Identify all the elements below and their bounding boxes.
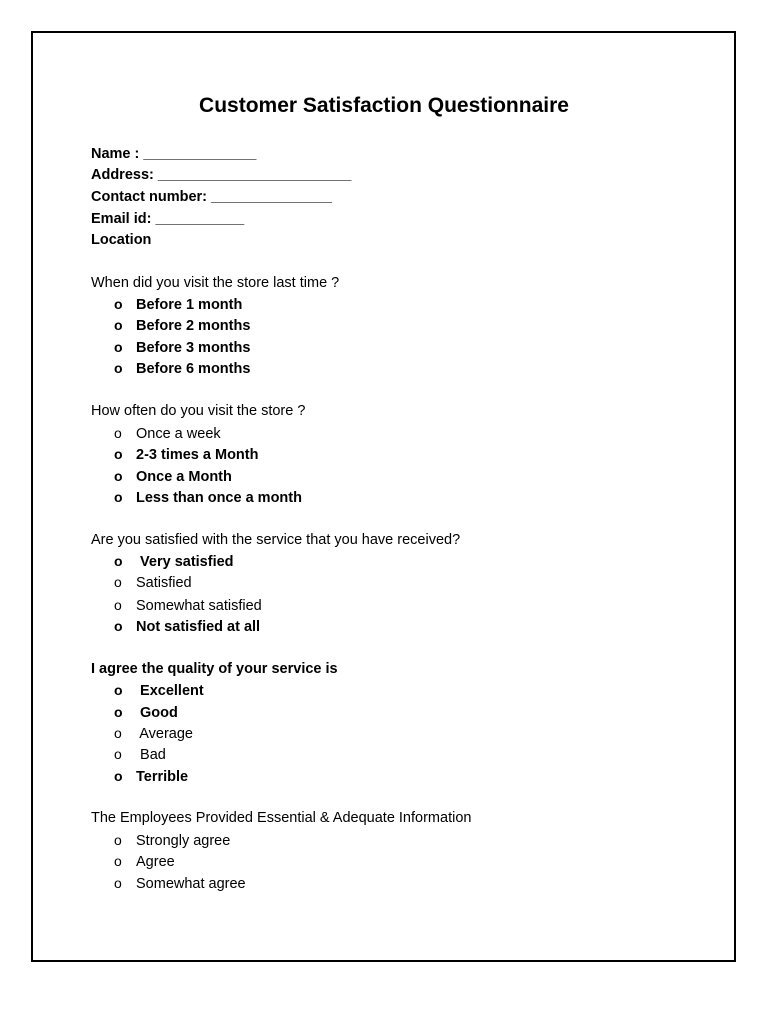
question-3-option-2	[114, 572, 192, 593]
question-4-option-4	[114, 744, 166, 765]
bullet-icon: o	[114, 725, 122, 741]
question-4-option-3	[114, 723, 193, 744]
bullet-icon: o	[114, 875, 122, 891]
bullet-icon: o	[114, 853, 122, 869]
bullet-icon: o	[114, 317, 123, 333]
option-label: Somewhat agree	[136, 876, 246, 892]
question-1-option-4	[114, 358, 250, 379]
bullet-icon: o	[114, 425, 122, 441]
question-5-option-2	[114, 851, 175, 872]
option-label: Not satisfied at all	[136, 619, 261, 635]
option-label: Somewhat satisfied	[136, 598, 262, 614]
option-label: Once a week	[136, 426, 221, 442]
question-1-option-3	[114, 337, 250, 358]
location-field: Location	[91, 232, 152, 248]
question-1-option-1	[114, 294, 242, 315]
question-4-option-1	[114, 680, 204, 701]
question-2-option-1	[114, 423, 221, 444]
bullet-icon: o	[114, 489, 123, 505]
option-label: Before 3 months	[136, 340, 251, 356]
option-label: Excellent	[136, 683, 204, 699]
question-1-option-2	[114, 315, 250, 336]
bullet-icon: o	[114, 768, 123, 784]
bullet-icon: o	[114, 704, 123, 720]
bullet-icon: o	[114, 574, 122, 590]
option-label: Once a Month	[136, 469, 232, 485]
question-2-option-4	[114, 487, 302, 508]
address-field: Address: ________________________	[91, 167, 352, 183]
bullet-icon: o	[114, 597, 122, 613]
question-3-option-3	[114, 595, 262, 616]
option-label: Before 6 months	[136, 361, 251, 377]
bullet-icon: o	[114, 446, 123, 462]
bullet-icon: o	[114, 618, 123, 634]
option-label: Less than once a month	[136, 490, 302, 506]
bullet-icon: o	[114, 746, 122, 762]
option-label: Satisfied	[136, 575, 192, 591]
question-2-option-3	[114, 466, 232, 487]
option-label: Bad	[136, 747, 166, 763]
option-label: Average	[136, 726, 193, 742]
question-2: How often do you visit the store ?	[91, 403, 306, 419]
question-2-option-2	[114, 444, 258, 465]
page-title: Customer Satisfaction Questionnaire	[199, 94, 569, 117]
bullet-icon: o	[114, 553, 123, 569]
question-4-option-2	[114, 702, 178, 723]
question-5: The Employees Provided Essential & Adequate Information	[91, 810, 472, 826]
question-3-option-4	[114, 616, 260, 637]
option-label: Before 2 months	[136, 318, 251, 334]
contact-number-field: Contact number: _______________	[91, 189, 332, 205]
option-label: Agree	[136, 854, 175, 870]
question-1: When did you visit the store last time ?	[91, 275, 340, 291]
bullet-icon: o	[114, 360, 123, 376]
question-4-option-5	[114, 766, 188, 787]
name-field: Name : ______________	[91, 146, 257, 162]
email-field: Email id: ___________	[91, 211, 245, 227]
bullet-icon: o	[114, 339, 123, 355]
question-4: I agree the quality of your service is	[91, 661, 338, 677]
option-label: 2-3 times a Month	[136, 447, 259, 463]
option-label: Terrible	[136, 769, 189, 785]
option-label: Before 1 month	[136, 297, 243, 313]
option-label: Very satisfied	[136, 554, 234, 570]
question-3: Are you satisfied with the service that you have received?	[91, 532, 461, 548]
question-3-option-1	[114, 551, 234, 572]
option-label: Strongly agree	[136, 833, 231, 849]
option-label: Good	[136, 705, 178, 721]
bullet-icon: o	[114, 296, 123, 312]
bullet-icon: o	[114, 832, 122, 848]
question-5-option-3	[114, 873, 246, 894]
question-5-option-1	[114, 830, 230, 851]
bullet-icon: o	[114, 682, 123, 698]
bullet-icon: o	[114, 468, 123, 484]
